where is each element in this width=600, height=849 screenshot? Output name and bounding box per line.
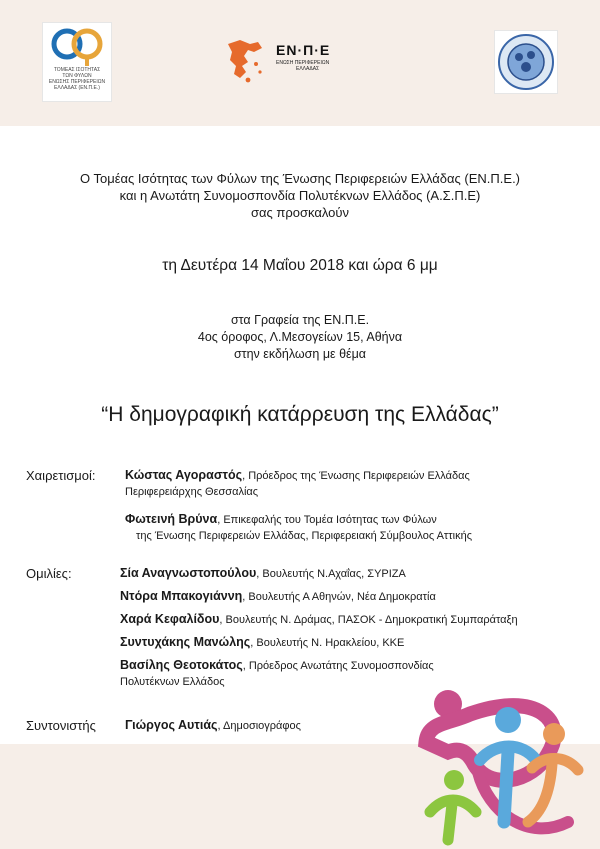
venue-text <box>0 312 600 363</box>
speaker-3: Χαρά Κεφαλίδου, Βουλευτής Ν. Δράμας, ΠΑΣΟΚ - Δημοκρατική Συμπαράταξη <box>120 612 518 626</box>
speaker-2: Ντόρα Μπακογιάννη, Βουλευτής Α Αθηνών, Νέα Δημοκρατία <box>120 589 436 603</box>
event-date: τη Δευτέρα 14 Μαΐου 2018 και ώρα 6 μμ <box>162 257 438 274</box>
event-title: “Η δημογραφική κατάρρευση της Ελλάδας” <box>101 403 499 426</box>
enpe-logo <box>218 36 360 88</box>
greeting-1-desc2: Περιφερειάρχης Θεσσαλίας <box>125 486 259 498</box>
gender-equality-logo <box>42 22 112 102</box>
coordinator-label: Συντονιστής <box>26 718 96 733</box>
rings-icon <box>43 26 111 66</box>
intro-line-1: Ο Τομέας Ισότητας των Φύλων της Ένωσης Περιφερειών Ελλάδας (ΕΝ.Π.Ε.) <box>79 171 521 186</box>
aspe-seal-icon <box>495 31 557 93</box>
venue-line-2: 4ος όροφος, Λ.Μεσογείων 15, Αθήνα <box>197 330 403 344</box>
enpe-wordmark: ΕΝ·Π·Ε <box>276 42 331 58</box>
speakers-label: Ομιλίες: <box>26 566 72 581</box>
speaker-5: Βασίλης Θεοτοκάτος, Πρόεδρος Ανωτάτης Συνομοσπονδίας <box>120 658 434 672</box>
family-figures-graphic <box>418 672 600 849</box>
greetings-label: Χαιρετισμοί: <box>26 468 96 483</box>
speaker-1: Σία Αναγνωστοπούλου, Βουλευτής Ν.Αχαΐας, ΣΥΡΙΖΑ <box>120 566 406 580</box>
greeting-1-name: Κώστας Αγοραστός, Πρόεδρος της Ένωσης Περιφερειών Ελλάδας <box>125 468 470 482</box>
logo-caption-3: ΕΝΩΣΗΣ ΠΕΡΙΦΕΡΕΙΩΝ <box>48 79 106 85</box>
venue-line-3: στην εκδήλωση με θέμα <box>233 347 367 361</box>
venue-line-1: στα Γραφεία της ΕΝ.Π.Ε. <box>230 313 370 327</box>
greeting-2-name: Φωτεινή Βρύνα, Επικεφαλής του Τομέα Ισότητας των Φύλων <box>125 512 437 526</box>
greece-map-icon <box>218 36 268 86</box>
speaker-4: Συντυχάκης Μανώλης, Βουλευτής Ν. Ηρακλείου, ΚΚΕ <box>120 635 405 649</box>
intro-text <box>0 170 600 221</box>
enpe-subtitle: ΕΝΩΣΗ ΠΕΡΙΦΕΡΕΙΩΝ ΕΛΛΑΔΑΣ <box>276 60 330 72</box>
intro-line-2: και η Ανωτάτη Συνομοσπονδία Πολυτέκνων Ελλάδος (Α.Σ.Π.Ε) <box>119 188 481 203</box>
intro-line-3: σας προσκαλούν <box>250 205 350 220</box>
aspe-logo <box>494 30 558 94</box>
green-figure-icon <box>430 770 476 840</box>
logo-caption-2: ΤΩΝ ΦΥΛΩΝ <box>62 73 92 79</box>
logo-caption-4: ΕΛΛΑΔΑΣ (ΕΝ.Π.Ε.) <box>54 85 100 91</box>
logo-caption-1: ΤΟΜΕΑΣ ΙΣΟΤΗΤΑΣ <box>53 67 101 73</box>
speaker-5-desc2: Πολυτέκνων Ελλάδος <box>120 676 225 688</box>
coordinator-name: Γιώργος Αυτιάς, Δημοσιογράφος <box>125 718 301 732</box>
greeting-2-desc2: της Ένωσης Περιφερειών Ελλάδας, Περιφερειακή Σύμβουλος Αττικής <box>136 530 472 542</box>
